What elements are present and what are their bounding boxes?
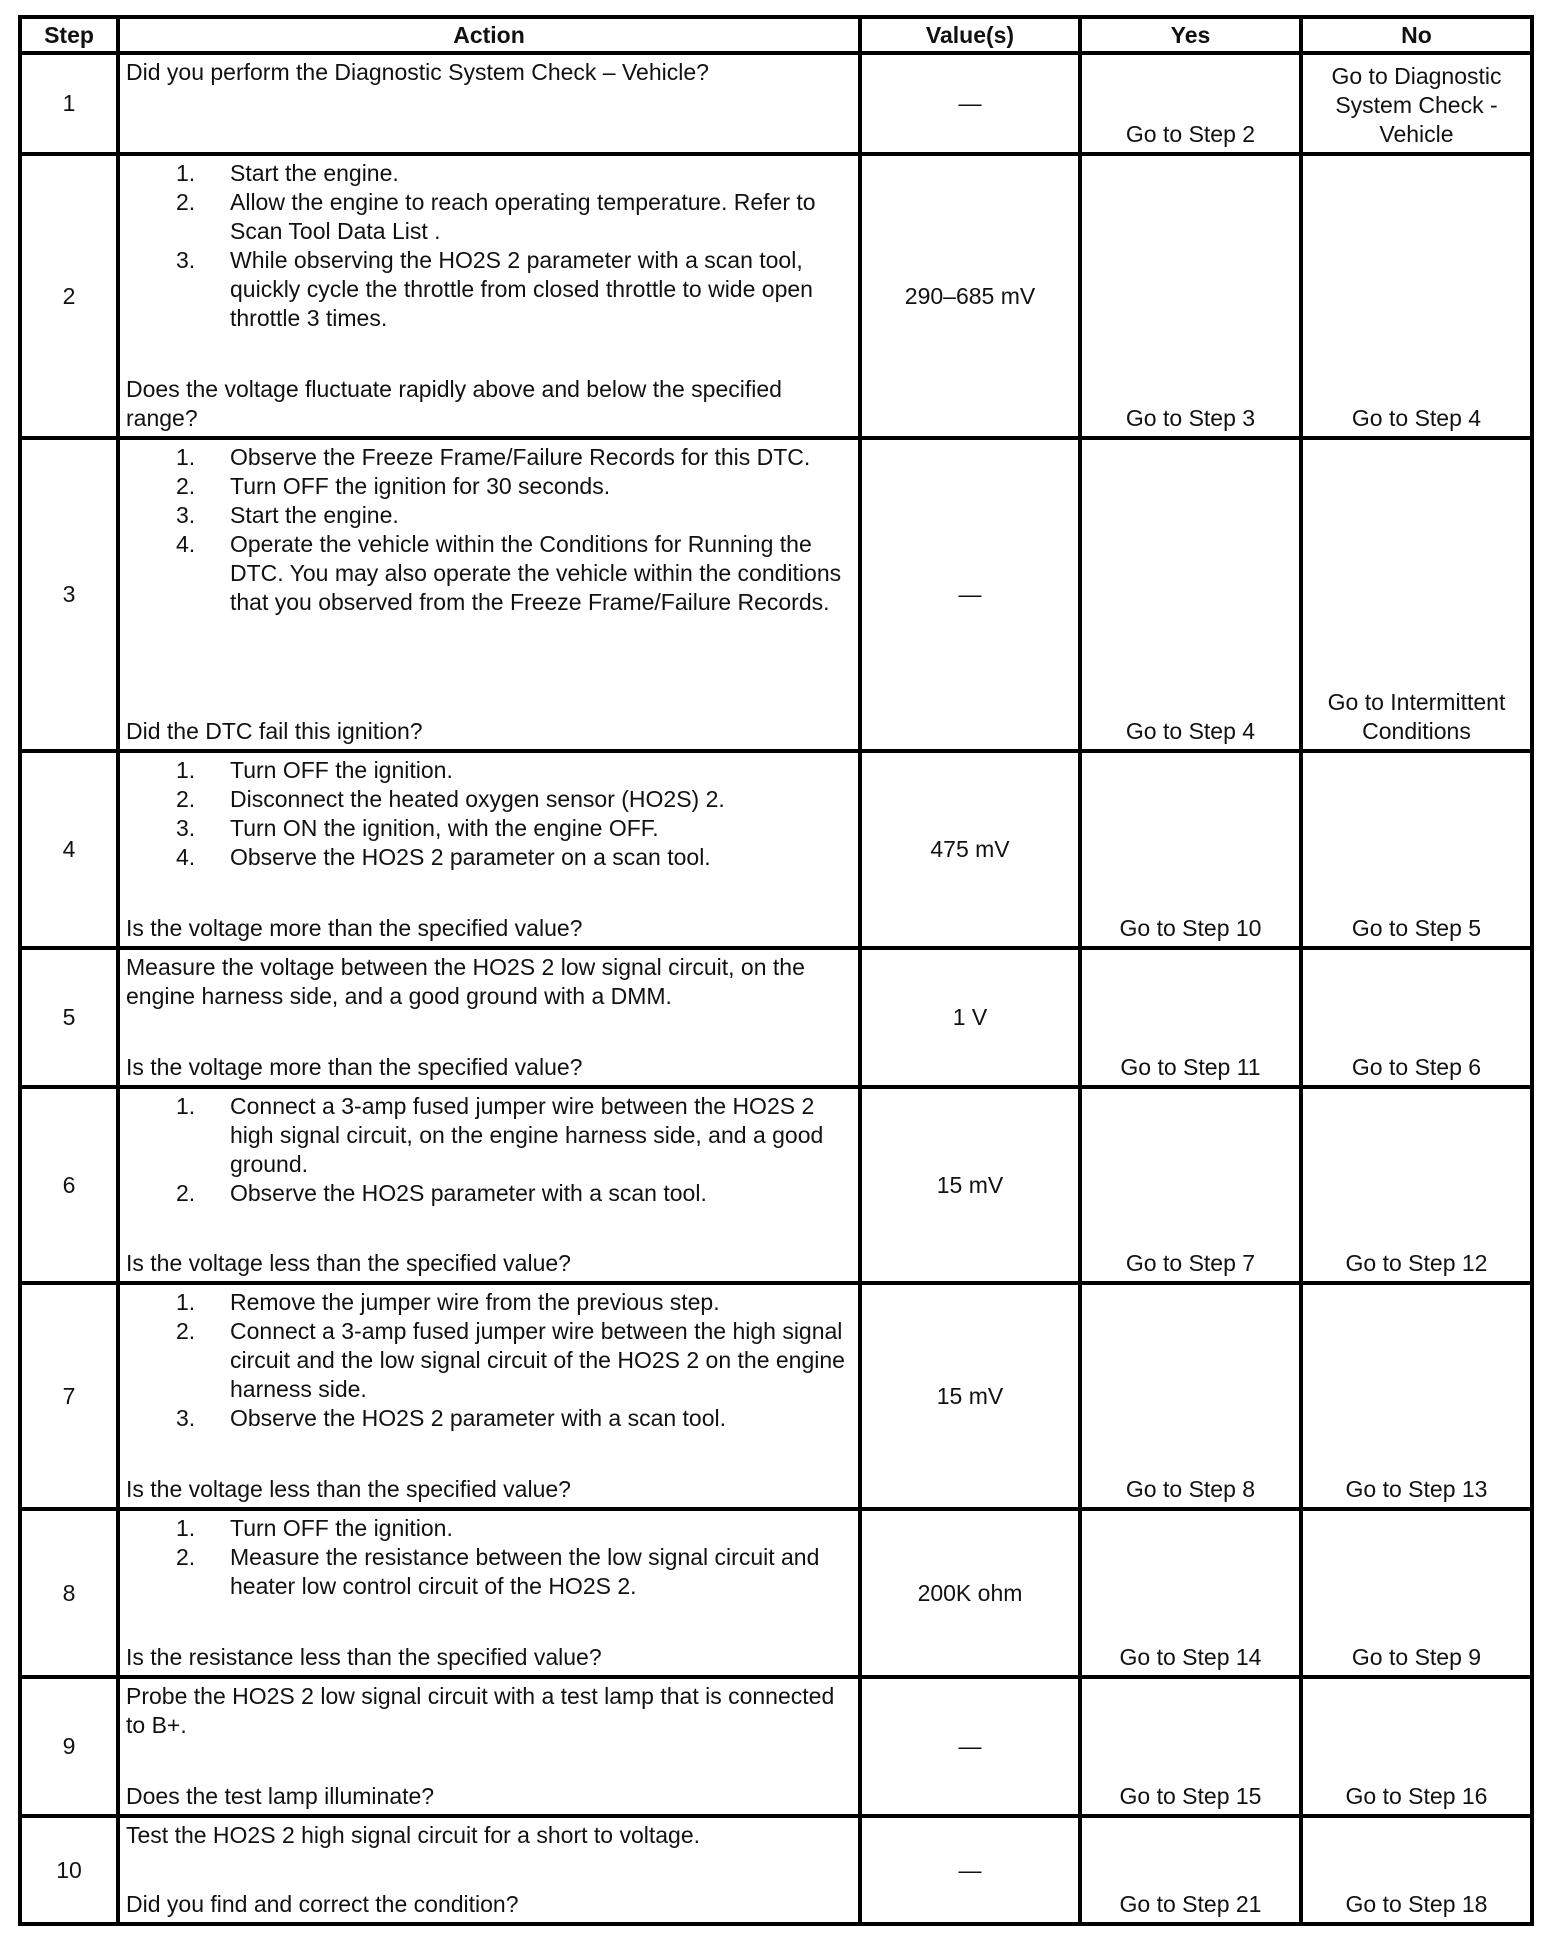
action-step: Remove the jumper wire from the previous step. — [230, 1289, 720, 1315]
action-content — [126, 443, 852, 746]
action-steps — [126, 159, 852, 333]
value-cell: 1 V — [860, 948, 1080, 1087]
value-cell: — — [860, 1677, 1080, 1816]
table-row — [20, 1677, 1532, 1816]
yes-cell: Go to Step 21 — [1080, 1816, 1301, 1924]
step-number: 5 — [20, 948, 118, 1087]
action-cell — [118, 751, 860, 948]
yes-cell: Go to Step 11 — [1080, 948, 1301, 1087]
action-steps — [126, 1288, 852, 1433]
action-step: Operate the vehicle within the Conditions for Running the DTC. You may also operate the vehicle within the conditions that you observed from the Freeze Frame/Failure Records. — [230, 531, 842, 615]
diagnostic-table — [18, 15, 1534, 1926]
action-cell — [118, 1677, 860, 1816]
yes-cell: Go to Step 4 — [1080, 438, 1301, 751]
action-steps — [126, 1092, 852, 1208]
action-text: Probe the HO2S 2 low signal circuit with a test lamp that is connected to B+. — [126, 1683, 835, 1738]
value-cell: — — [860, 438, 1080, 751]
action-cell — [118, 154, 860, 438]
action-step: Turn ON the ignition, with the engine OFF. — [230, 815, 659, 841]
yes-cell: Go to Step 8 — [1080, 1283, 1301, 1509]
action-step: Observe the Freeze Frame/Failure Records for this DTC. — [230, 444, 811, 470]
action-question: Is the voltage more than the specified value? — [126, 915, 583, 941]
no-cell: Go to Step 9 — [1301, 1509, 1532, 1677]
action-cell — [118, 1816, 860, 1924]
yes-cell: Go to Step 7 — [1080, 1087, 1301, 1283]
action-step: Measure the resistance between the low signal circuit and heater low control circuit of the HO2S 2. — [230, 1544, 820, 1599]
action-content — [126, 953, 852, 1082]
action-step: Allow the engine to reach operating temperature. Refer to Scan Tool Data List . — [230, 189, 816, 244]
value-cell: 200K ohm — [860, 1509, 1080, 1677]
no-cell: Go to Diagnostic System Check - Vehicle — [1301, 53, 1532, 154]
action-question: Is the voltage more than the specified value? — [126, 1054, 583, 1080]
table-row — [20, 751, 1532, 948]
action-step: Turn OFF the ignition. — [230, 1515, 453, 1541]
no-cell: Go to Step 16 — [1301, 1677, 1532, 1816]
action-cell — [118, 438, 860, 751]
value-cell: — — [860, 53, 1080, 154]
header-values: Value(s) — [860, 17, 1080, 53]
action-step: Connect a 3-amp fused jumper wire between the high signal circuit and the low signal circuit of the HO2S 2 on the engine harness side. — [230, 1318, 845, 1402]
step-number: 1 — [20, 53, 118, 154]
action-step: Observe the HO2S parameter with a scan tool. — [230, 1180, 707, 1206]
no-cell: Go to Step 6 — [1301, 948, 1532, 1087]
action-cell — [118, 1283, 860, 1509]
value-cell: 15 mV — [860, 1087, 1080, 1283]
header-no: No — [1301, 17, 1532, 53]
step-number: 10 — [20, 1816, 118, 1924]
value-cell: 290–685 mV — [860, 154, 1080, 438]
action-content — [126, 1682, 852, 1811]
table-row — [20, 948, 1532, 1087]
action-text: Did you perform the Diagnostic System Check – Vehicle? — [126, 59, 709, 85]
no-cell: Go to Step 4 — [1301, 154, 1532, 438]
action-cell — [118, 1087, 860, 1283]
value-cell: — — [860, 1816, 1080, 1924]
action-content — [126, 756, 852, 943]
table-row — [20, 1509, 1532, 1677]
action-step: Observe the HO2S 2 parameter with a scan tool. — [230, 1405, 727, 1431]
action-step: Start the engine. — [230, 502, 399, 528]
action-question: Is the resistance less than the specified value? — [126, 1644, 602, 1670]
header-action: Action — [118, 17, 860, 53]
action-step: Turn OFF the ignition. — [230, 757, 453, 783]
header-row — [20, 17, 1532, 53]
step-number: 2 — [20, 154, 118, 438]
yes-cell: Go to Step 15 — [1080, 1677, 1301, 1816]
table-row — [20, 53, 1532, 154]
action-step: Observe the HO2S 2 parameter on a scan tool. — [230, 844, 711, 870]
yes-cell: Go to Step 2 — [1080, 53, 1301, 154]
action-text: Measure the voltage between the HO2S 2 low signal circuit, on the engine harness side, and a good ground with a DMM. — [126, 954, 805, 1009]
action-cell — [118, 948, 860, 1087]
table-row — [20, 438, 1532, 751]
action-step: Turn OFF the ignition for 30 seconds. — [230, 473, 611, 499]
step-number: 3 — [20, 438, 118, 751]
no-cell: Go to Intermittent Conditions — [1301, 438, 1532, 751]
header-step: Step — [20, 17, 118, 53]
header-yes: Yes — [1080, 17, 1301, 53]
value-cell: 475 mV — [860, 751, 1080, 948]
action-question: Did you find and correct the condition? — [126, 1891, 519, 1917]
action-steps — [126, 1514, 852, 1601]
step-number: 9 — [20, 1677, 118, 1816]
action-content — [126, 1821, 852, 1919]
action-content — [126, 159, 852, 433]
table-body — [20, 53, 1532, 1924]
action-text: Test the HO2S 2 high signal circuit for a short to voltage. — [126, 1822, 701, 1848]
no-cell: Go to Step 13 — [1301, 1283, 1532, 1509]
action-content — [126, 58, 852, 149]
action-step: Disconnect the heated oxygen sensor (HO2S) 2. — [230, 786, 725, 812]
step-number: 4 — [20, 751, 118, 948]
action-step: Start the engine. — [230, 160, 399, 186]
action-step: While observing the HO2S 2 parameter with a scan tool, quickly cycle the throttle from closed throttle to wide open throttle 3 times. — [230, 247, 813, 331]
no-cell: Go to Step 18 — [1301, 1816, 1532, 1924]
value-cell: 15 mV — [860, 1283, 1080, 1509]
action-question: Is the voltage less than the specified value? — [126, 1250, 571, 1276]
action-question: Did the DTC fail this ignition? — [126, 718, 423, 744]
yes-cell: Go to Step 10 — [1080, 751, 1301, 948]
no-cell: Go to Step 12 — [1301, 1087, 1532, 1283]
action-content — [126, 1288, 852, 1504]
action-steps — [126, 443, 852, 617]
action-content — [126, 1514, 852, 1672]
action-question: Does the voltage fluctuate rapidly above and below the specified range? — [126, 376, 782, 431]
table-row — [20, 1087, 1532, 1283]
action-content — [126, 1092, 852, 1278]
table-row — [20, 1283, 1532, 1509]
action-steps — [126, 756, 852, 872]
action-step: Connect a 3-amp fused jumper wire between the HO2S 2 high signal circuit, on the engine harness side, and a good ground. — [230, 1093, 824, 1177]
action-question: Does the test lamp illuminate? — [126, 1783, 435, 1809]
step-number: 7 — [20, 1283, 118, 1509]
table-row — [20, 154, 1532, 438]
action-question: Is the voltage less than the specified value? — [126, 1476, 571, 1502]
yes-cell: Go to Step 14 — [1080, 1509, 1301, 1677]
step-number: 8 — [20, 1509, 118, 1677]
step-number: 6 — [20, 1087, 118, 1283]
no-cell: Go to Step 5 — [1301, 751, 1532, 948]
table-row — [20, 1816, 1532, 1924]
action-cell — [118, 1509, 860, 1677]
action-cell — [118, 53, 860, 154]
yes-cell: Go to Step 3 — [1080, 154, 1301, 438]
